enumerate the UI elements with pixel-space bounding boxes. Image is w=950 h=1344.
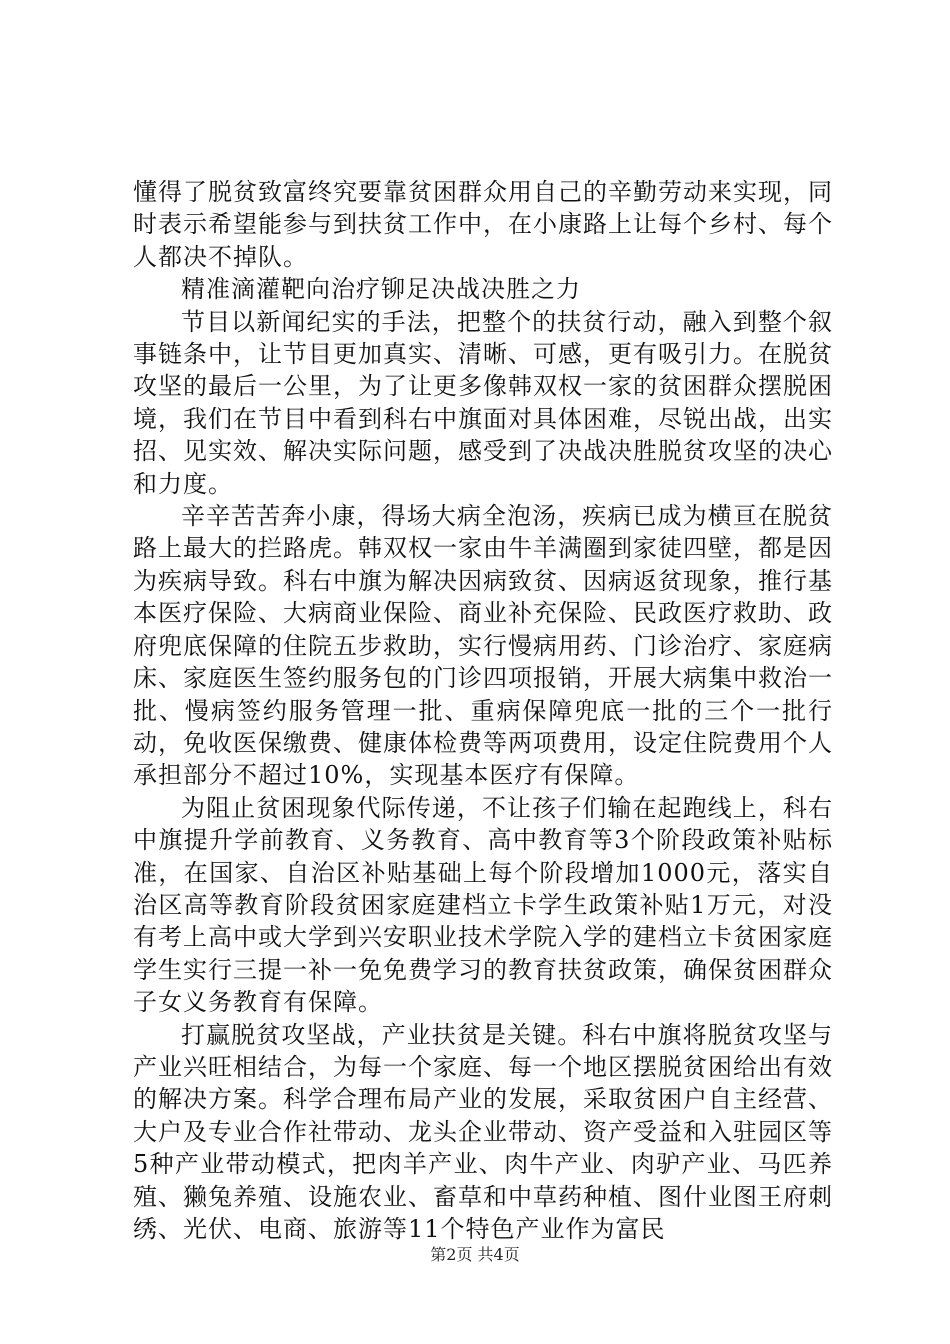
paragraph-education: 为阻止贫困现象代际传递，不让孩子们输在起跑线上，科右中旗提升学前教育、义务教育、高中教育等3个阶段政策补贴标准，在国家、自治区补贴基础上每个阶段增加1000元，落实自治区高等教育阶段贫困家庭建档立卡学生政策补贴1万元，对没有考上高中或大学到兴安职业技术学院入学的建档立卡贫困家庭学生实行三提一补一免免费学习的教育扶贫政策，确保贫困群众子女义务教育有保障。 bbox=[133, 793, 833, 1017]
section-heading: 精准滴灌靶向治疗铆足决战决胜之力 bbox=[181, 275, 581, 304]
document-body bbox=[133, 176, 833, 1245]
paragraph-continuation: 懂得了脱贫致富终究要靠贫困群众用自己的辛勤劳动来实现，同时表示希望能参与到扶贫工作中，在小康路上让每个乡村、每个人都决不掉队。 bbox=[133, 178, 833, 271]
paragraph-health: 辛辛苦苦奔小康，得场大病全泡汤，疾病已成为横亘在脱贫路上最大的拦路虎。韩双权一家由牛羊满圈到家徒四壁，都是因为疾病导致。科右中旗为解决因病致贫、因病返贫现象，推行基本医疗保险、大病商业保险、商业补充保险、民政医疗救助、政府兜底保障的住院五步救助，实行慢病用药、门诊治疗、家庭病床、家庭医生签约服务包的门诊四项报销，开展大病集中救治一批、慢病签约服务管理一批、重病保障兜底一批的三个一批行动，免收医保缴费、健康体检费等两项费用，设定住院费用个人承担部分不超过10%，实现基本医疗有保障。 bbox=[133, 502, 833, 790]
paragraph-industry: 打赢脱贫攻坚战，产业扶贫是关键。科右中旗将脱贫攻坚与产业兴旺相结合，为每一个家庭、每一个地区摆脱贫困给出有效的解决方案。科学合理布局产业的发展，采取贫困户自主经营、大户及专业合作社带动、龙头企业带动、资产受益和入驻园区等5种产业带动模式，把肉羊产业、肉牛产业、肉驴产业、马匹养殖、獭兔养殖、设施农业、畜草和中草药种植、图什业图王府刺绣、光伏、电商、旅游等11个特色产业作为富民 bbox=[133, 1020, 833, 1243]
page-number-footer: 第2页 共4页 bbox=[430, 1245, 520, 1264]
paragraph-documentary: 节目以新闻纪实的手法，把整个的扶贫行动，融入到整个叙事链条中，让节目更加真实、清晰、可感，更有吸引力。在脱贫攻坚的最后一公里，为了让更多像韩双权一家的贫困群众摆脱困境，我们在节目中看到科右中旗面对具体困难，尽锐出战，出实招、见实效、解决实际问题，感受到了决战决胜脱贫攻坚的决心和力度。 bbox=[133, 307, 833, 498]
